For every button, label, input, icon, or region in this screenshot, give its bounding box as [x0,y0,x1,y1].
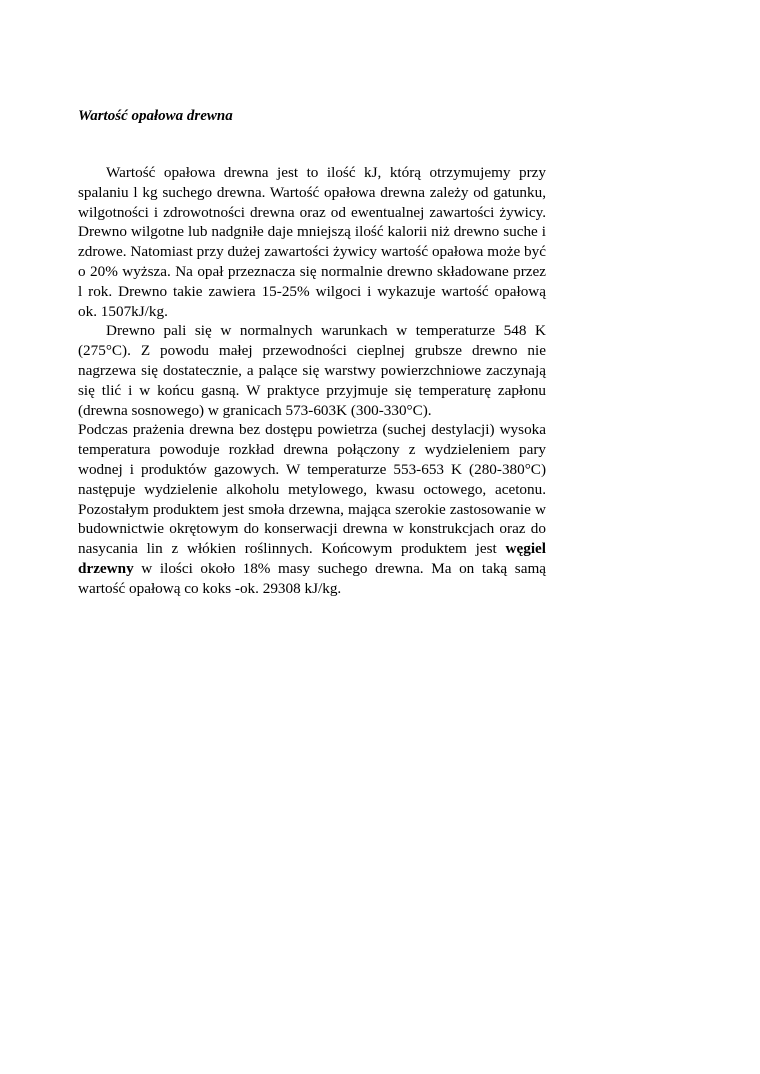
paragraph-burning-temperature: Drewno pali się w normalnych warunkach w temperaturze 548 K (275°C). Z powodu małej przewodności cieplnej grubsze drewno nie nagrzewa się dostatecznie, a palące się warstwy powierzchniowe zaczynają się tlić i w końcu gasną. W praktyce przyjmuje się temperaturę zapłonu (drewna sosnowego) w granicach 573-603K (300-330°C). [78,322,546,419]
charcoal-term: węgiel drzewny [78,540,546,577]
paragraph-dry-distillation [78,420,546,598]
document-body [78,163,546,599]
document-title: Wartość opałowa drewna [78,108,233,124]
paragraph-heating-value: Wartość opałowa drewna jest to ilość kJ, którą otrzymujemy przy spalaniu l kg suchego drewna. Wartość opałowa drewna zależy od gatunku, wilgotności i zdrowotności drewna oraz od ewentualnej zawartości żywicy. Drewno wilgotne lub nadgniłe daje mniejszą ilość kalorii niż drewno suche i zdrowe. Natomiast przy dużej zawartości żywicy wartość opałowa może być o 20% wyższa. Na opał przeznacza się normalnie drewno składowane przez l rok. Drewno takie zawiera 15-25% wilgoci i wykazuje wartość opałową ok. 1507kJ/kg. [78,164,546,320]
paragraph-dry-distillation-start: Podczas prażenia drewna bez dostępu powietrza (suchej destylacji) wysoka temperatura powoduje rozkład drewna połączony z wydzieleniem pary wodnej i produktów gazowych. W temperaturze 553-653 K (280-380°C) następuje wydzielenie alkoholu metylowego, kwasu octowego, acetonu. Pozostałym produktem jest smoła drzewna, mająca szerokie zastosowanie w budownictwie okrętowym do konserwacji drewna w konstrukcjach oraz do nasycania lin z włókien roślinnych. Końcowym produktem jest [78,421,546,558]
paragraph-dry-distillation-end: w ilości około 18% masy suchego drewna. Ma on taką samą wartość opałową co koks -ok. 29308 kJ/kg. [78,559,546,597]
